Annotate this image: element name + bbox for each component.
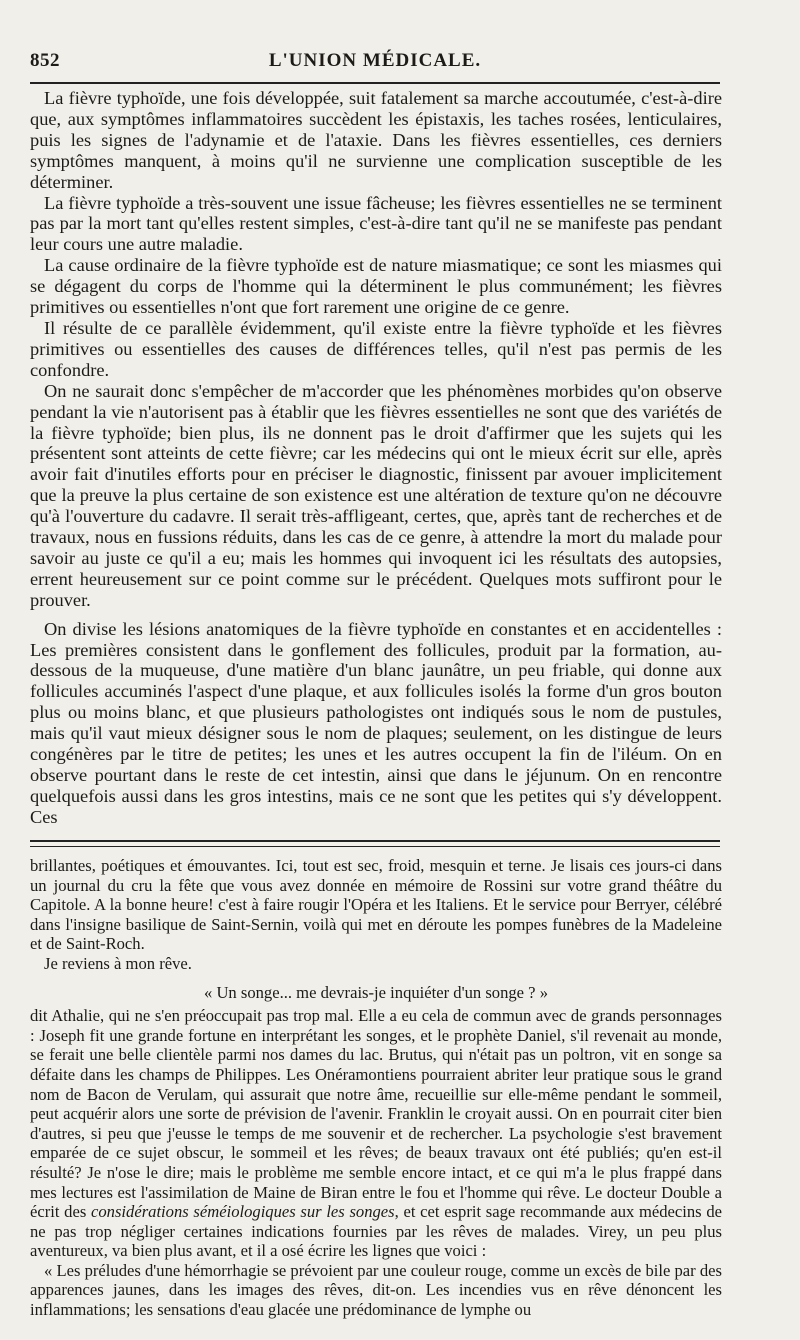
- feuilleton-paragraph: « Les préludes d'une hémorrhagie se prévoient par une couleur rouge, comme un excès de bile par des apparences jaunes, dans les images des rêves, dit-on. Les incendies vus en rêve dénoncent les inflammations; les sensations d'eau glacée une prédominance de lymphe ou: [30, 1260, 722, 1320]
- running-title: L'UNION MÉDICALE.: [268, 50, 482, 71]
- feuilleton-text: , et cet esprit sage recommande aux médecins de ne pas trop négliger certaines indications fournies par les rêves de malades. Virey, un peu plus aventureux, va bien plus avant, et il a osé écrire les lignes que voici :: [30, 1202, 723, 1261]
- article-paragraph: Il résulte de ce parallèle évidemment, qu'il existe entre la fièvre typhoïde et les fièvres primitives ou essentielles des causes de différences telles, qu'il n'est pas permis de les confondre.: [30, 317, 722, 380]
- header-rule: [30, 82, 720, 84]
- feuilleton-paragraph: brillantes, poétiques et émouvantes. Ici, tout est sec, froid, mesquin et terne. Je lisais ces jours-ci dans un journal du cru la fête que vous avez donnée en mémoire de Rossini sur votre grand théâtre du Capitole. A la bonne heure! c'est à faire rougir l'Opéra et les Italiens. Et le service pour Berryer, célébré dans l'insigne basilique de Saint-Sernin, voilà qui met en déroute les pompes funèbres de la Madeleine et de Saint-Roch.: [30, 856, 722, 954]
- feuilleton-paragraph: Je reviens à mon rêve.: [44, 953, 192, 973]
- feuilleton-separator: [30, 840, 720, 847]
- feuilleton-paragraph: [30, 1006, 722, 1261]
- article-paragraph: La cause ordinaire de la fièvre typhoïde est de nature miasmatique; ce sont les miasmes qui se dégagent du corps de l'homme qui la déterminent le plus communément; les fièvres primitives ou essentielles n'ont que fort rarement une origine de ce genre.: [30, 255, 722, 318]
- feuilleton-body: [30, 856, 722, 1320]
- article-paragraph: On divise les lésions anatomiques de la fièvre typhoïde en constantes et en accidentelles : Les premières consistent dans le gonflement des follicules, produit par la formation, au-dessous de la muqueuse, d'une matière d'un blanc jaunâtre, un peu friable, qui donne aux follicules accuminés l'aspect d'une plaque, et aux follicules isolés la forme d'un gros bouton plus ou moins blanc, et que plusieurs pathologistes ont indiqués sous le nom de pustules, mais qu'il vaut mieux désigner sous le nom de plaques; seulement, on les distingue de leurs congénères par le titre de petites; les unes et les autres occupent la fin de l'iléum. On en observe pourtant dans le reste de cet intestin, ainsi que dans le jéjunum. On en rencontre quelquefois aussi dans les gros intestins, mais ce ne sont que les petites qui s'y développent. Ces: [30, 618, 722, 827]
- page-header: [30, 50, 720, 78]
- feuilleton-text: dit Athalie, qui ne s'en préoccupait pas trop mal. Elle a eu cela de commun avec de grands personnages : Joseph fit une grande fortune en interprétant les songes, et le prophète Daniel, s'il revenait au monde, se ferait une belle clientèle parmi nos dames du lac. Brutus, qui n'était pas un poltron, vit en songe sa défaite dans les champs de Philippes. Les Onéramontiens pourraient abriter leur pratique sous le grand nom de Bacon de Verulam, qui assurait que notre âme, recueillie sur elle-même pendant le sommeil, peut acquérir alors une sorte de prévision de l'avenir. Franklin le croyait aussi. On en pourrait citer bien d'autres, si peu que j'eusse le temps de me souvenir et de rechercher. La psychologie s'est bravement emparée de ce sujet obscur, le sommeil et les rêves; de beaux travaux ont été publiés; qu'en est-il résulté? Je n'ose le dire; mais le problème me semble encore intact, et ce qui m'a le plus frappé dans mes lectures est l'assimilation de Maine de Biran entre le fou et l'homme qui rêve. Le docteur Double a écrit des: [30, 1006, 722, 1222]
- article-body: [30, 88, 722, 828]
- quotation: « Un songe... me devrais-je inquiéter d'un songe ? »: [204, 982, 548, 1002]
- page-number: 852: [30, 50, 60, 71]
- book-title: considérations séméiologiques sur les songes: [91, 1202, 395, 1222]
- article-paragraph: La fièvre typhoïde, une fois développée, suit fatalement sa marche accoutumée, c'est-à-dire que, aux symptômes inflammatoires succèdent les épistaxis, les taches rosées, lenticulaires, puis les signes de l'adynamie et de l'ataxie. Dans les fièvres essentielles, ces derniers symptômes manquent, à moins qu'il ne survienne une complication susceptible de les déterminer.: [30, 88, 722, 192]
- article-paragraph: La fièvre typhoïde a très-souvent une issue fâcheuse; les fièvres essentielles ne se terminent pas par la mort tant qu'elles restent simples, c'est-à-dire tant qu'il ne se manifeste pas pendant leur cours une autre maladie.: [30, 192, 722, 255]
- article-paragraph: On ne saurait donc s'empêcher de m'accorder que les phénomènes morbides qu'on observe pendant la vie n'autorisent pas à établir que les fièvres essentielles ne sont que des variétés de la fièvre typhoïde; bien plus, ils ne donnent pas le droit d'affirmer que les sujets qui les présentent sont atteints de cette fièvre; car les médecins qui ont le mieux écrit sur elle, après avoir fait d'inutiles efforts pour en préciser le diagnostic, finissent par avouer implicitement que la preuve la plus certaine de son existence est une altération de texture qu'on ne découvre qu'à l'ouverture du cadavre. Il serait très-affligeant, certes, que, après tant de recherches et de travaux, nous en fussions réduits, dans les cas de ce genre, à attendre la mort du malade pour savoir au juste ce qu'il a eu; mais les hommes qui invoquent ici les résultats des autopsies, errent heureusement sur ce point comme sur le précédent. Quelques mots suffiront pour le prouver.: [30, 380, 722, 610]
